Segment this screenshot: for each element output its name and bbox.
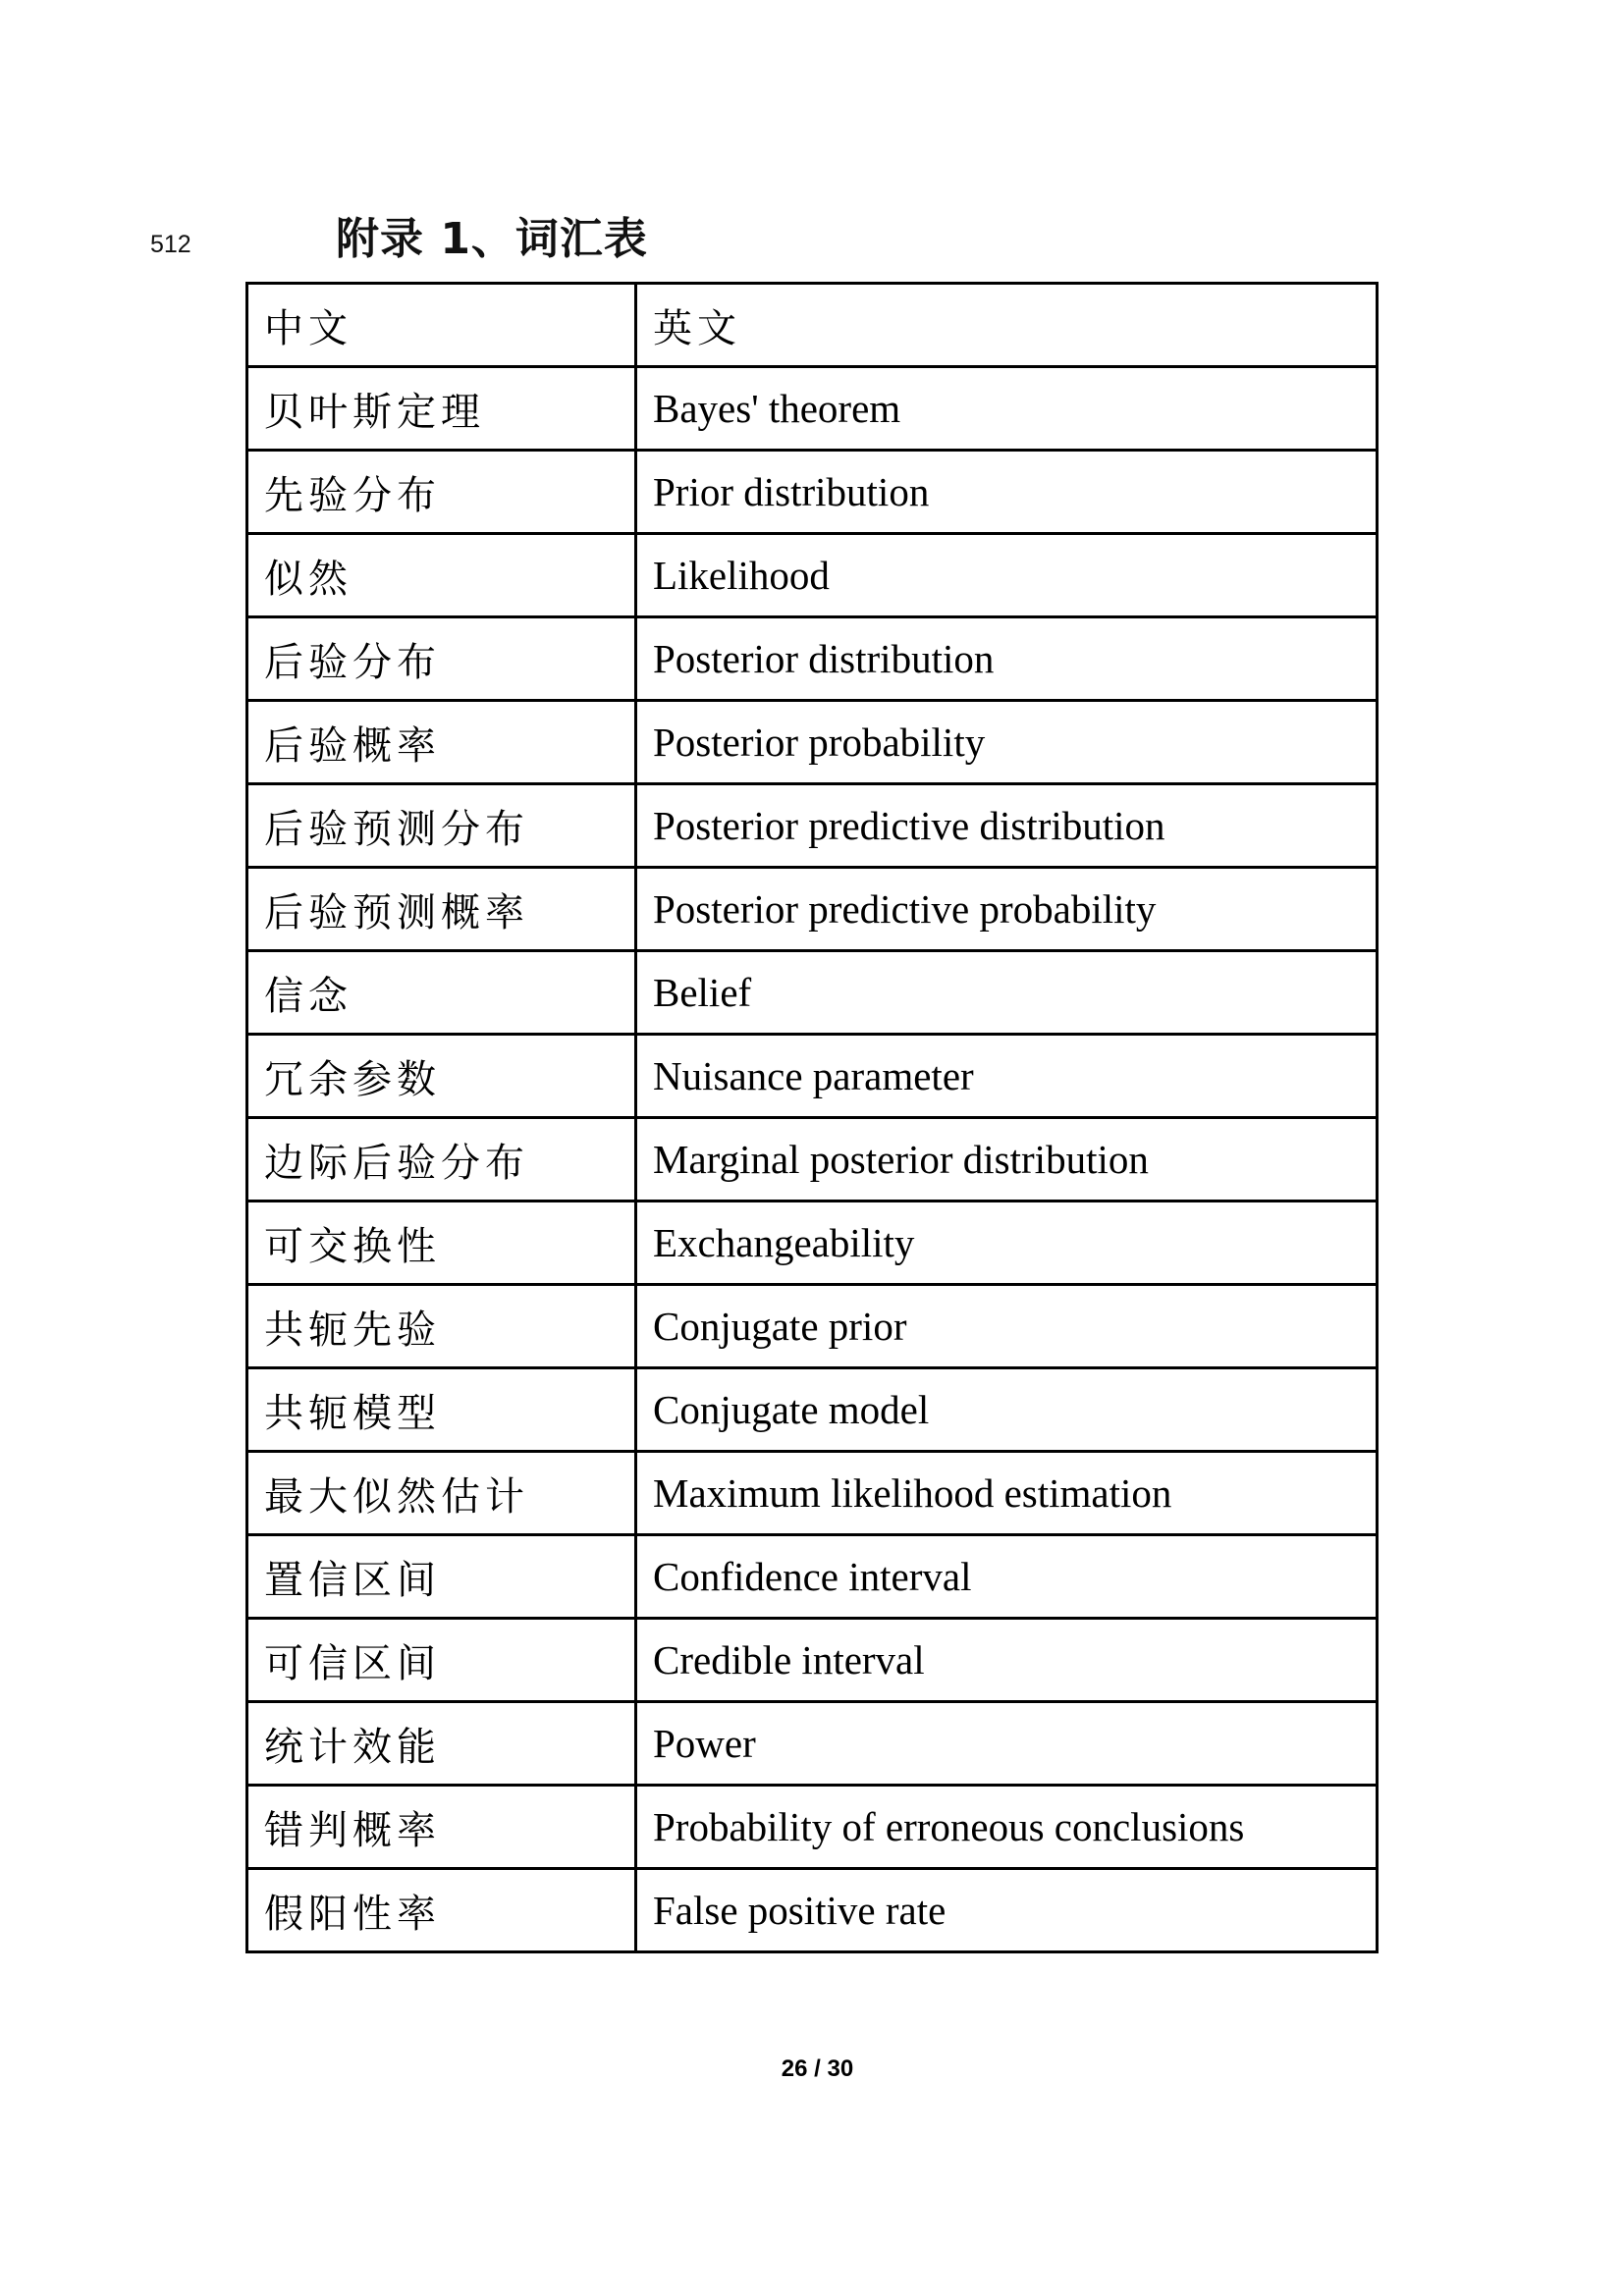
term-chinese: 边际后验分布 <box>247 1118 636 1201</box>
table-row <box>247 1452 1378 1535</box>
term-chinese: 似然 <box>247 534 636 617</box>
table-row <box>247 1869 1378 1952</box>
term-english: Likelihood <box>636 534 1378 617</box>
table-row <box>247 951 1378 1035</box>
term-english: Credible interval <box>636 1619 1378 1702</box>
page-indicator: 26 / 30 <box>781 2056 854 2082</box>
table-row <box>247 534 1378 617</box>
term-chinese: 信念 <box>247 951 636 1035</box>
glossary-table <box>245 282 1379 1953</box>
term-english: Exchangeability <box>636 1201 1378 1285</box>
term-chinese: 后验分布 <box>247 617 636 701</box>
term-chinese: 共轭先验 <box>247 1285 636 1368</box>
term-chinese: 统计效能 <box>247 1702 636 1786</box>
term-chinese: 贝叶斯定理 <box>247 367 636 451</box>
table-row <box>247 1786 1378 1869</box>
table-row <box>247 1619 1378 1702</box>
term-english: Probability of erroneous conclusions <box>636 1786 1378 1869</box>
appendix-title: 附录 1、词汇表 <box>336 214 648 264</box>
table-row <box>247 1368 1378 1452</box>
term-english: False positive rate <box>636 1869 1378 1952</box>
table-row <box>247 1201 1378 1285</box>
table-row <box>247 1535 1378 1619</box>
table-row <box>247 367 1378 451</box>
table-row <box>247 1285 1378 1368</box>
term-english: Belief <box>636 951 1378 1035</box>
table-row <box>247 1035 1378 1118</box>
term-chinese: 后验概率 <box>247 701 636 784</box>
term-english: Confidence interval <box>636 1535 1378 1619</box>
term-chinese: 最大似然估计 <box>247 1452 636 1535</box>
term-english: Prior distribution <box>636 451 1378 534</box>
table-row <box>247 1702 1378 1786</box>
term-english: Posterior predictive probability <box>636 868 1378 951</box>
table-row <box>247 868 1378 951</box>
term-chinese: 共轭模型 <box>247 1368 636 1452</box>
term-english: Power <box>636 1702 1378 1786</box>
term-english: Maximum likelihood estimation <box>636 1452 1378 1535</box>
term-chinese: 假阳性率 <box>247 1869 636 1952</box>
term-chinese: 后验预测概率 <box>247 868 636 951</box>
term-chinese: 可交换性 <box>247 1201 636 1285</box>
term-chinese: 先验分布 <box>247 451 636 534</box>
term-chinese: 错判概率 <box>247 1786 636 1869</box>
term-english: Nuisance parameter <box>636 1035 1378 1118</box>
term-chinese: 可信区间 <box>247 1619 636 1702</box>
table-row <box>247 1118 1378 1201</box>
term-english: Bayes' theorem <box>636 367 1378 451</box>
table-header-row <box>247 284 1378 367</box>
term-english: Conjugate prior <box>636 1285 1378 1368</box>
table-row <box>247 701 1378 784</box>
term-english: Conjugate model <box>636 1368 1378 1452</box>
term-english: Posterior predictive distribution <box>636 784 1378 868</box>
header-chinese: 中文 <box>247 284 636 367</box>
term-chinese: 后验预测分布 <box>247 784 636 868</box>
header-english: 英文 <box>636 284 1378 367</box>
term-english: Posterior distribution <box>636 617 1378 701</box>
term-english: Posterior probability <box>636 701 1378 784</box>
line-number: 512 <box>150 231 191 258</box>
table-row <box>247 784 1378 868</box>
table-row <box>247 617 1378 701</box>
term-english: Marginal posterior distribution <box>636 1118 1378 1201</box>
term-chinese: 冗余参数 <box>247 1035 636 1118</box>
term-chinese: 置信区间 <box>247 1535 636 1619</box>
table-row <box>247 451 1378 534</box>
